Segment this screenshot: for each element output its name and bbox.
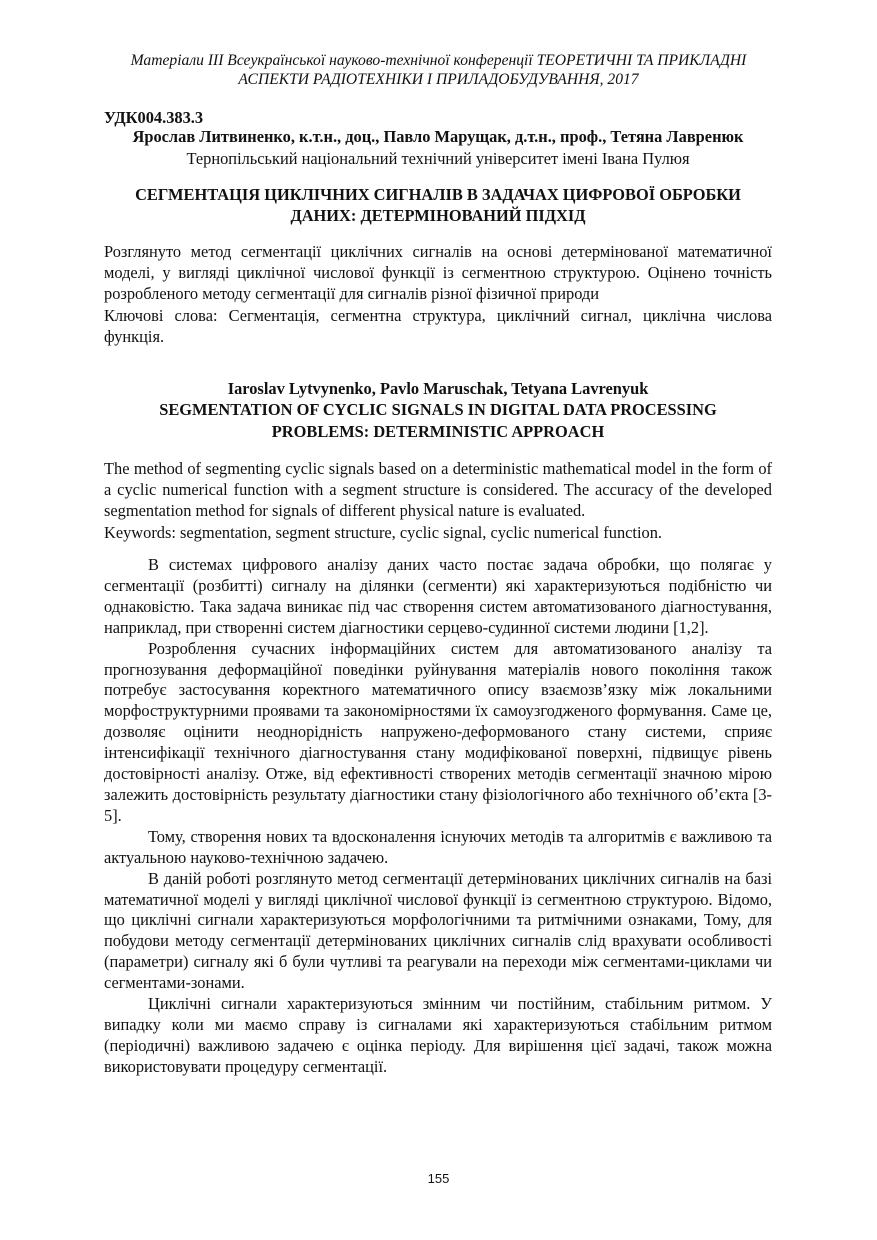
running-header <box>60 51 817 89</box>
running-header-line-1: Матеріали III Всеукраїнської науково-технічної конференції ТЕОРЕТИЧНІ ТА ПРИКЛАДНІ <box>130 52 747 69</box>
abstract-ukrainian-text: Розглянуто метод сегментації циклічних сигналів на основі детермінованої математичної моделі, у вигляді циклічної числової функції із сегментною структурою. Оцінено точність розробленого методу сегментації для сигналів різної фізичної природи <box>104 242 772 304</box>
abstract-ukrainian <box>104 241 772 347</box>
keywords-ukrainian: Ключові слова: Сегментація, сегментна структура, циклічний сигнал, циклічна числова функція. <box>104 305 772 346</box>
title-english-line-2: PROBLEMS: DETERMINISTIC APPROACH <box>271 421 605 441</box>
udk-code: УДК004.383.3 <box>104 108 204 127</box>
body-paragraph: В системах цифрового аналізу даних часто постає задача обробки, що полягає у сегментації (розбитті) сигналу на ділянки (сегменти) які характеризуються подібністю чи однаковістю. Така задача виникає під час створення систем автоматизованого діагностування, наприклад, при створенні систем діагностики серцево-судинної системи людини [1,2]. <box>104 555 772 637</box>
page-number: 155 <box>427 1171 450 1186</box>
body-paragraph: Тому, створення нових та вдосконалення існуючих методів та алгоритмів є важливою та актуальною науково-технічною задачею. <box>104 826 772 867</box>
affiliation: Тернопільський національний технічний університет імені Івана Пулюя <box>186 149 690 168</box>
authors-ukrainian: Ярослав Литвиненко, к.т.н., доц., Павло Марущак, д.т.н., проф., Тетяна Лавренюк <box>132 127 744 146</box>
title-ukrainian-line-2: ДАНИХ: ДЕТЕРМІНОВАНИЙ ПІДХІД <box>290 206 586 225</box>
authors-english: Iaroslav Lytvynenko, Pavlo Maruschak, Tetyana Lavrenyuk <box>227 379 649 398</box>
keywords-english: Keywords: segmentation, segment structure, cyclic signal, cyclic numerical function. <box>104 522 663 542</box>
title-ukrainian-line-1: СЕГМЕНТАЦІЯ ЦИКЛІЧНИХ СИГНАЛІВ В ЗАДАЧАХ ЦИФРОВОЇ ОБРОБКИ <box>135 185 741 204</box>
abstract-english <box>104 458 772 543</box>
body-paragraph: Розроблення сучасних інформаційних систем для автоматизованого аналізу та прогнозування деформаційної поведінки руйнування матеріалів нового покоління також потребує застосування коректного математичного опису взаємозв’язку між локальними морфоструктурними проявами та закономірностями їх самоузгодженого формування. Саме це, дозволяє оцінити неоднорідність напружено-деформованого стану системи, сприяє інтенсифікації технічного діагностування стану модифікованої поверхні, підвищує рівень достовірності аналізу. Отже, від ефективності створених методів сегментації значною мірою залежить достовірність результату діагностики стану фізіологічного або технічного об’єкта [3-5]. <box>104 638 772 825</box>
title-ukrainian <box>94 184 782 226</box>
title-english <box>104 399 772 442</box>
body-text <box>104 555 772 1078</box>
body-paragraph: В даній роботі розглянуто метод сегментації детермінованих циклічних сигналів на базі математичної моделі у вигляді циклічної числової функції із сегментною структурою. Відомо, що циклічні сигнали характеризуються морфологічними та ритмічними ознаками, Тому, для побудови методу сегментації детермінованих циклічних сигналів слід врахувати особливості (параметри) сигналу які б були чутливі та реагували на переходи між сегментами-циклами чи сегментами-зонами. <box>104 868 772 993</box>
running-header-line-2: АСПЕКТИ РАДІОТЕХНІКИ І ПРИЛАДОБУДУВАННЯ, 2017 <box>238 71 639 88</box>
title-english-line-1: SEGMENTATION OF CYCLIC SIGNALS IN DIGITAL DATA PROCESSING <box>159 400 717 419</box>
abstract-english-text: The method of segmenting cyclic signals based on a deterministic mathematical model in the form of a cyclic numerical function with a segment structure is considered. The accuracy of the developed segmentation method for signals of different physical nature is evaluated. <box>104 459 772 521</box>
body-paragraph: Циклічні сигнали характеризуються змінним чи постійним, стабільним ритмом. У випадку коли ми маємо справу із сигналами які характеризуються стабільним ритмом (періодичні) важливою задачею є оцінка періоду. Для вирішення цієї задачі, також можна використовувати процедуру сегментації. <box>104 994 772 1076</box>
